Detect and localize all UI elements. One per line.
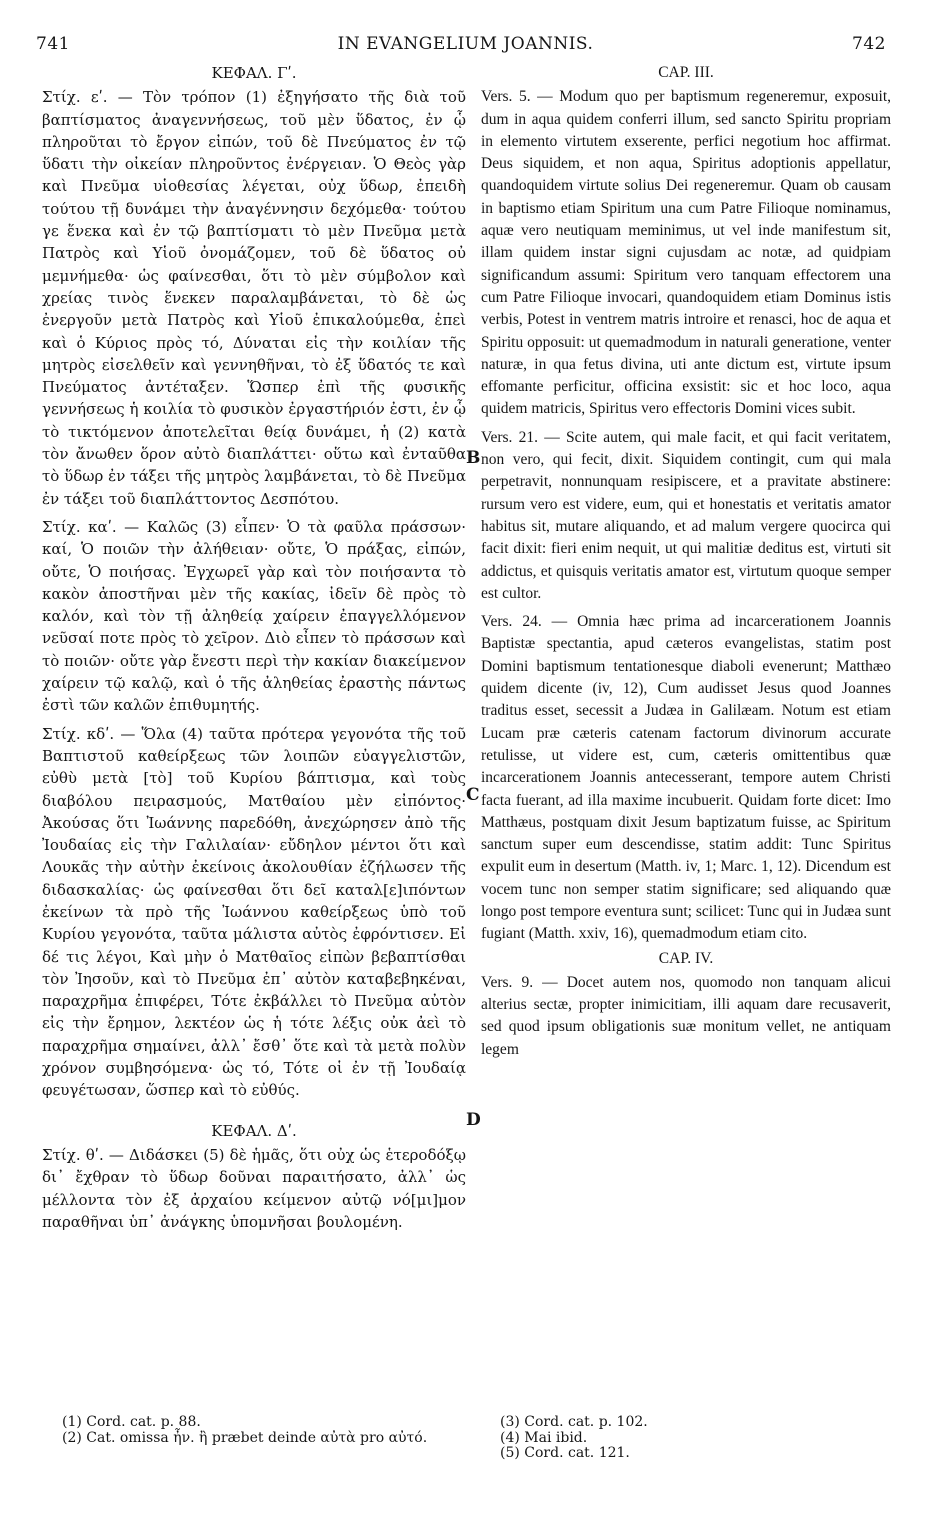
paragraph: Vers. 24. — Omnia hæc prima ad incarcerationem Joannis Baptistæ spectantia, apud cæteros evangelistas, statim post Domini baptismum tentationesque diaboli evenerunt; Matthæo quidem dicente (iv, 12), Cum audisset Jesus quod Joannes traditus esset, secessit a Judæa in Galilæam. Notum est etiam Lucam præ cæteris catenam factorum divinorum accurate retulisse, ut videre est, cum, cæteris omittentibus quæ incarcerationem Joannis antecesserant, tempore autem Christi facta fuerant, ad illa maxime incubuerit. Quidam forte dicet: Imo Matthæus, postquam dixit Jesum baptizatum fuisse, ac Spiritum sanctum super eum descendisse, statim addit: Tunc Spiritus expulit eum in desertum (Matth. iv, 1; Marc. 1, 12). Dicendum est vocem tunc non semper statim significare; sed aliquando quæ longo post tempore eventura sunt; scilicet: Tunc qui in Judæa sunt fugiant (Matth. xxiv, 16), quemadmodum etiam cito. — [481, 613, 891, 943]
paragraph: Στίχ. θʹ. — Διδάσκει (5) δὲ ἡμᾶς, ὅτι οὐχ ὡς ἑτεροδόξῳ δι᾽ ἔχθραν τὸ ὕδωρ δοῦναι παραιτήσατο, ἀλλ᾽ ὡς μέλλοντα τὸν ἐξ ἀρχαίου κείμενον αὐτῷ νό[μι]μον παραθῆναι ὑπ᾽ ἀνάγκης ὑπομνῆσαι βουλομένη. — [42, 1145, 466, 1231]
margin-letter-d: D — [466, 1110, 481, 1130]
footnote: (2) Cat. omissa ἦν. ἢ præbet deinde αὐτὰ pro αὐτό. — [62, 1429, 428, 1446]
footnote: (5) Cord. cat. 121. — [500, 1445, 630, 1461]
paragraph: Vers. 21. — Scite autem, qui male facit, et qui facit veritatem, non vero, qui fecit, dixit. Siquidem contingit, cum qui mala perpetravit, nonnunquam resipiscere, et a pravitate abstinere: rursum vero est videre, eum, qui et honestatis et veritatis amator habitus sit, mutare aliquando, et ad malum vergere quocirca qui facit dixit: fieri enim nequit, ut qui malitiæ deditus est, virtuti sit addictus, et quisquis veritatis amator est, virtutum quoque semper est cultor. — [481, 428, 891, 602]
paragraph: Στίχ. καʹ. — Καλῶς (3) εἶπεν· Ὁ τὰ φαῦλα πράσσων· καί, Ὁ ποιῶν τὴν ἀλήθειαν· οὔτε, Ὁ πράξας, εἰπών, οὔτε, Ὁ ποιήσας. Ἐγχωρεῖ γὰρ καὶ τὸν ποιήσαντα τὸ κακὸν ἀποστῆναι μὲν τῆς κακίας, ἰδεῖν δὲ πρὸς τὸ καλόν, καὶ τὸν τῇ ἀληθείᾳ χαίρειν ἐπαγγελλόμενον νεῦσαί ποτε πρὸς τὸ χεῖρον. Διὸ εἶπεν τὸ πράσσων καὶ τὸ ποιῶν· οὔτε γὰρ ἔνεστι περὶ τὴν κακίαν διακείμενον χαίρειν τῷ καλῷ, καὶ ὁ τῆς ἀληθείας ἐραστὴς πάντως ἐστὶ τῶν καλῶν ἐπιθυμητής. — [42, 517, 466, 715]
paragraph: Στίχ. εʹ. — Τὸν τρόπον (1) ἐξηγήσατο τῆς διὰ τοῦ βαπτίσματος ἀναγεννήσεως, τοῦ μὲν ὕδατος, ἐν ᾧ πληροῦται τὸ ἔργον εἰπών, τοῦ δὲ Πνεύματος ἐν τῷ ὕδατι τὴν οἰκείαν πληροῦντος ἐνέργειαν. Ὁ Θεὸς γὰρ καὶ Πνεῦμα υἱοθεσίας λέγεται, οὐχ ὕδωρ, ἐπειδὴ τούτου τῇ δυνάμει τὴν ἀναγέννησιν δεχόμεθα· τούτου γε ἕνεκα καὶ ἐν τῷ βαπτίσματι τὸ μὲν Πνεῦμα μετὰ Πατρὸς καὶ Υἱοῦ ὀνομάζομεν, τοῦ δὲ ὕδατος οὐ μεμνήμεθα· ὡς φαίνεσθαι, ὅτι τὸ μὲν σύμβολον καὶ χρείας τινὸς ἕνεκεν παραλαμβάνεται, τὸ δὲ ὡς ἐνεργοῦν μετὰ Πατρὸς καὶ Υἱοῦ ἐπικαλούμεθα, ἐπεὶ καὶ ὁ Κύριος πρὸς τό, Δύναται εἰς τὴν κοιλίαν τῆς μητρὸς εἰσελθεῖν καὶ γεννηθῆναι, τὸ ἐξ ὕδατός τε καὶ Πνεύματος ἀντέταξεν. Ὥσπερ ἐπὶ τῆς φυσικῆς γεννήσεως ἡ κοιλία τὸ φυσικὸν ἐργαστήριόν ἐστι, ἐν ᾧ τὸ τικτόμενον ἀποτελεῖται θείᾳ δυνάμει, ἡ (2) κατὰ τὸν ἄνωθεν ὅρον αὐτὸ διαπλάττει· οὕτω καὶ ἐνταῦθα τὸ ὕδωρ ἐν τάξει τῆς μητρὸς λαμβάνεται, τὸ δὲ Πνεῦμα ἐν τάξει τοῦ διαπλάττοντος Δεσπότου. — [42, 88, 466, 508]
greek-column — [42, 60, 466, 1233]
footnotes-right — [500, 1415, 890, 1462]
paragraph: Vers. 5. — Modum quo per baptismum regeneremur, exposuit, dum in aqua quidem conferri illum, sed sancto Spiritu propriam in elemento virtutem exserente, perfici negotium hoc affirmat. Deus siquidem, et non aqua, Spiritus adoptionis appellatur, quandoquidem virtute solius Dei regeneremur. Quam ob causam in baptismo etiam Spiritum una cum Patre Filioque nominamus, aquæ vero neutiquam meminimus, ut vel inde manifestum sit, illam quidem instar signi cujusdam ac notæ, ad quidpiam significandum assumi: Spiritum vero tanquam effectorem una cum Patre Filioque invocari, quandoquidem etiam Dominus istis verbis, Potest in ventrem matris introire et renasci, hoc de aqua et Spiritu opposuit: ut quemadmodum in naturali generatione, venter naturæ, in qua fetus divina, uti ante dictum est, virtute ipsum effomante perficitur, officina exsistit: sic et hoc loco, aqua quidem matricis, Spiritus vero effectoris Domini vices subit. — [481, 88, 891, 418]
chapter-heading: CAP. IV. — [658, 949, 714, 967]
footnote: (1) Cord. cat. p. 88. — [62, 1414, 201, 1430]
footnote: (3) Cord. cat. p. 102. — [500, 1414, 648, 1430]
running-title: IN EVANGELIUM JOANNIS. — [337, 34, 594, 54]
chapter-heading: CAP. III. — [658, 64, 714, 81]
latin-column — [481, 60, 891, 1061]
footnotes-left — [62, 1415, 462, 1446]
chapter-heading: ΚΕΦΑΛ. Δʹ. — [211, 1121, 297, 1140]
margin-letter-c: C — [466, 785, 480, 805]
paragraph: Vers. 9. — Docet autem nos, quomodo non tanquam alicui alterius sectæ, propter inimicitiam, illi aquam dare recusaverit, sed quod ipsum obligationis suæ monitum vellet, ne antiquam legem — [481, 973, 891, 1058]
margin-letter-b: B — [466, 448, 481, 468]
left-page-number: 741 — [36, 34, 70, 54]
paragraph: Στίχ. κδʹ. — Ὅλα (4) ταῦτα πρότερα γεγονότα τῆς τοῦ Βαπτιστοῦ καθείρξεως τῶν λοιπῶν εὐαγγελιστῶν, εὐθὺ μετὰ [τὸ] τοῦ Κυρίου βάπτισμα, καὶ τοὺς διαβόλου πειρασμούς, Ματθαίου μὲν εἰπόντος· Ἀκούσας ὅτι Ἰωάννης παρεδόθη, ἀνεχώρησεν ἀπὸ τῆς Ἰουδαίας εἰς τὴν Γαλιλαίαν· εὔδηλον μέντοι ὅτι καὶ Λουκᾶς τὴν αὐτὴν ἐκείνοις ἀκολουθίαν ἐζήλωσεν τῆς διδασκαλίας· ὡς φαίνεσθαι ὅτι δεῖ καταλ[ε]ιπόντων ἐκείνων τὰ πρὸ τῆς Ἰωάννου καθείρξεως ὑπὸ τοῦ Κυρίου γεγονότα, ταῦτα μάλιστα αὐτὸς ἐφρόντισεν. Εἰ δέ τις λέγοι, Καὶ μὴν ὁ Ματθαῖος εἰπὼν βεβαπτίσθαι τὸν Ἰησοῦν, καὶ τὸ Πνεῦμα ἐπ᾽ αὐτὸν καταβεβηκέναι, παραχρῆμα ἐπιφέρει, Τότε ἐκβάλλει τὸ Πνεῦμα αὐτὸν εἰς τὴν ἔρημον, λεκτέον ὡς ἡ τότε λέξις οὐκ ἀεὶ τὸ παραχρῆμα σημαίνει, ἀλλ᾽ ἔσθ᾽ ὅτε καὶ τὰ μετὰ πολὺν χρόνον συμβησόμενα· ὡς τό, Τότε οἱ ἐν τῇ Ἰουδαίᾳ φευγέτωσαν, ὥσπερ καὶ τὸ εὐθύς. — [42, 724, 466, 1100]
right-page-number: 742 — [852, 34, 886, 54]
chapter-heading: ΚΕΦΑΛ. Γʹ. — [211, 64, 297, 82]
footnote: (4) Mai ibid. — [500, 1429, 588, 1446]
